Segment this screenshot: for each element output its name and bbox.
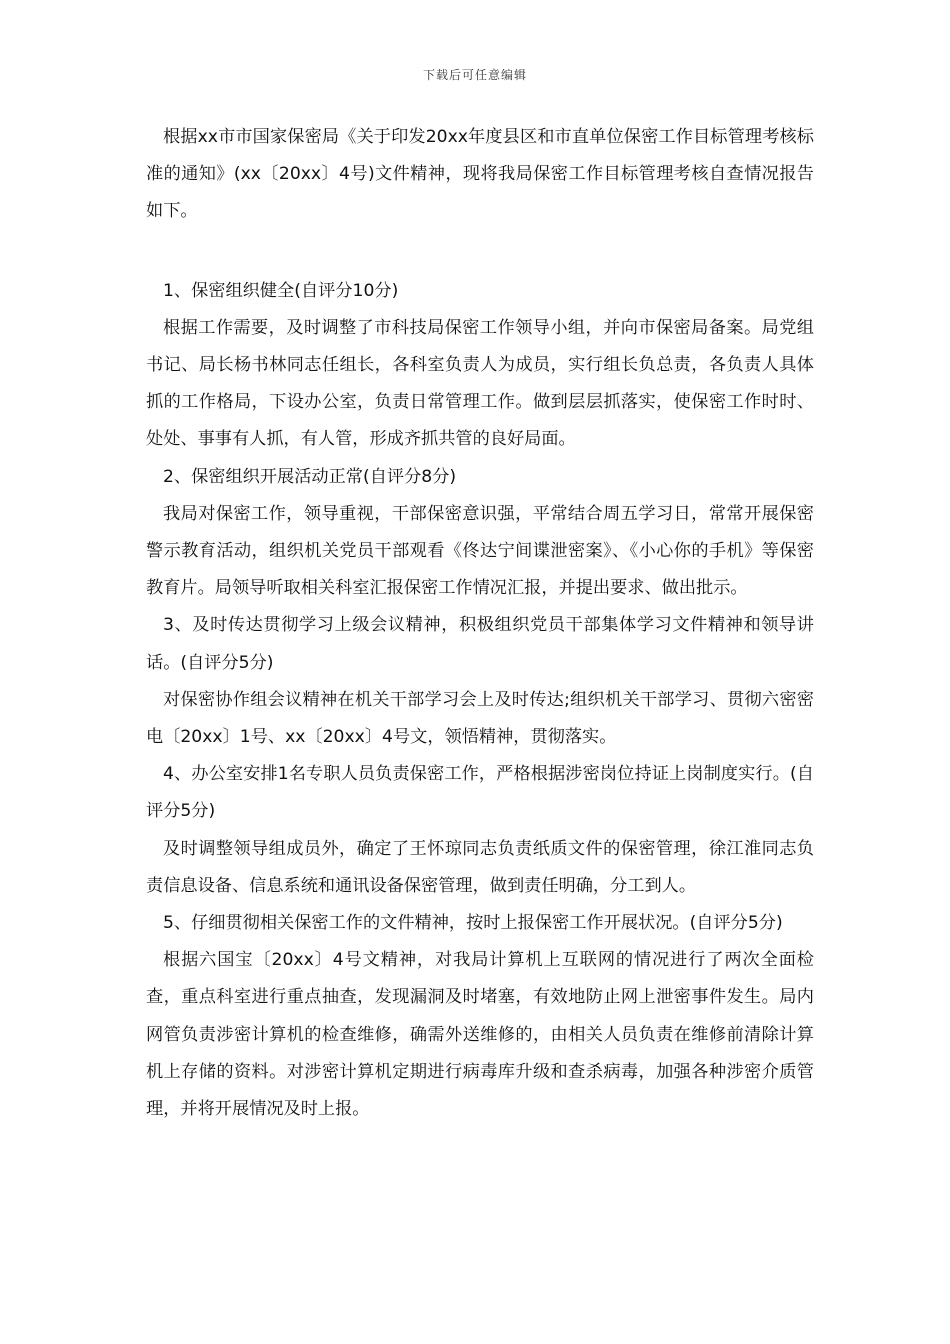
section-heading-5: 5、仔细贯彻相关保密工作的文件精神，按时上报保密工作开展状况。(自评分5分) bbox=[163, 913, 783, 934]
section-heading-4: 4、办公室安排1名专职人员负责保密工作，严格根据涉密岗位持证上岗制度实行。(自评分5分) bbox=[146, 764, 814, 822]
section-body-3: 对保密协作组会议精神在机关干部学习会上及时传达;组织机关干部学习、贯彻六密密电〔20xx〕1号、xx〔20xx〕4号文，领悟精神，贯彻落实。 bbox=[146, 689, 814, 748]
section-body-4: 及时调整领导组成员外，确定了王怀琼同志负责纸质文件的保密管理，徐江淮同志负责信息设备、信息系统和通讯设备保密管理，做到责任明确，分工到人。 bbox=[146, 838, 814, 896]
section-body-2: 我局对保密工作，领导重视，干部保密意识强，平常结合周五学习日，常常开展保密警示教育活动，组织机关党员干部观看《佟达宁间谍泄密案》、《小心你的手机》等保密教育片。局领导听取相关科室汇报保密工作情况汇报，并提出要求、做出批示。 bbox=[146, 503, 814, 599]
section-body-1: 根据工作需要，及时调整了市科技局保密工作领导小组，并向市保密局备案。局党组书记、局长杨书林同志任组长，各科室负责人为成员，实行组长负总责，各负责人具体抓的工作格局，下设办公室，负责日常管理工作。做到层层抓落实，使保密工作时时、处处、事事有人抓，有人管，形成齐抓共管的良好局面。 bbox=[146, 317, 814, 450]
section-heading-3: 3、及时传达贯彻学习上级会议精神，积极组织党员干部集体学习文件精神和领导讲话。(自评分5分) bbox=[146, 615, 814, 673]
page-header: 下载后可任意编辑 bbox=[422, 68, 527, 82]
document-body bbox=[146, 119, 814, 1128]
section-body-5: 根据六国宝〔20xx〕4号文精神，对我局计算机上互联网的情况进行了两次全面检查，重点科室进行重点抽查，发现漏洞及时堵塞，有效地防止网上泄密事件发生。局内网管负责涉密计算机的检查维修，确需外送维修的，由相关人员负责在维修前清除计算机上存储的资料。对涉密计算机定期进行病毒库升级和查杀病毒，加强各种涉密介质管理，并将开展情况及时上报。 bbox=[146, 950, 814, 1120]
section-heading-2: 2、保密组织开展活动正常(自评分8分) bbox=[163, 466, 457, 487]
blank-line bbox=[146, 231, 814, 273]
section-heading-1: 1、保密组织健全(自评分10分) bbox=[163, 280, 399, 301]
intro-paragraph: 根据xx市市国家保密局《关于印发20xx年度县区和市直单位保密工作目标管理考核标准的通知》(xx〔20xx〕4号)文件精神，现将我局保密工作目标管理考核自查情况报告如下。 bbox=[146, 127, 814, 222]
